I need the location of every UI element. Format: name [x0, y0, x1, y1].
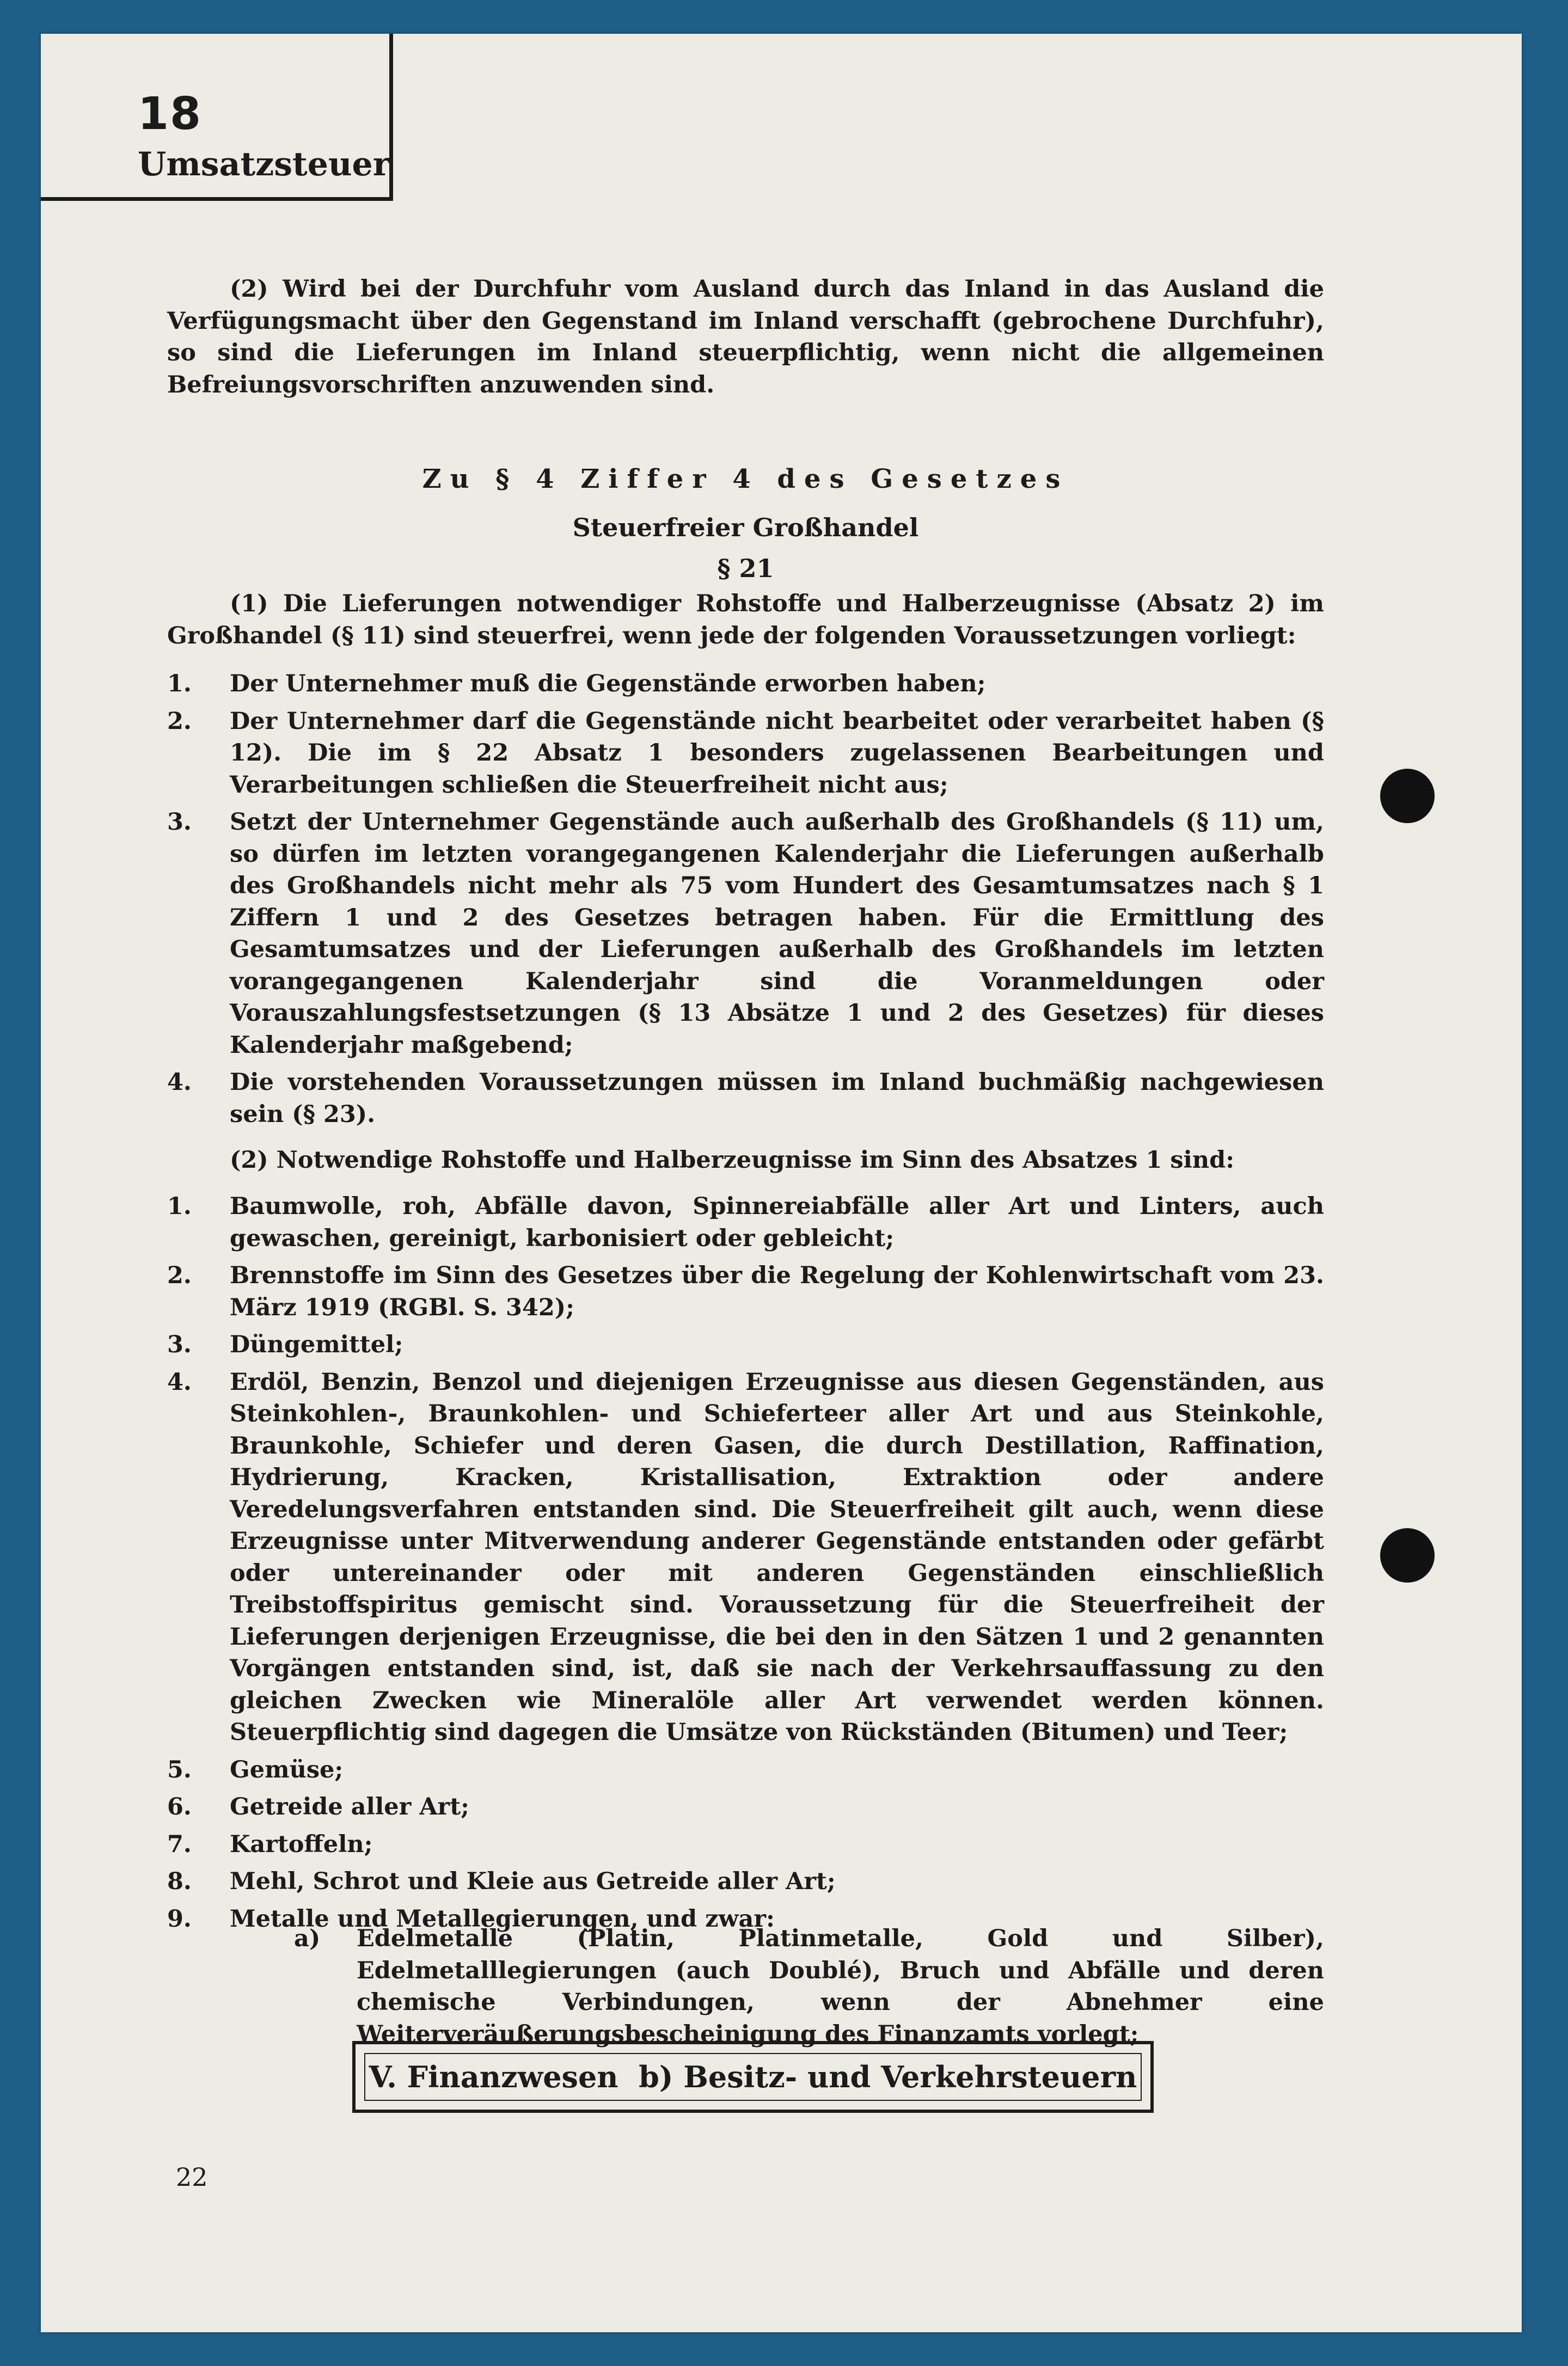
item-text: Kartoffeln;	[230, 1830, 373, 1858]
item-number: 1.	[167, 1193, 192, 1220]
item-number: 7.	[167, 1830, 192, 1858]
item-text: Düngemittel;	[230, 1331, 403, 1358]
item-text: Die vorstehenden Voraussetzungen müssen im Inland buchmäßig nachgewiesen sein (§ 23).	[230, 1069, 1324, 1128]
list-item	[167, 1329, 1324, 1361]
list-item	[167, 1066, 1324, 1130]
list-item	[167, 806, 1324, 1061]
document-page	[41, 34, 1522, 2332]
conditions-list	[167, 668, 1324, 1136]
para21-1: (1) Die Lieferungen notwendiger Rohstoffe und Halberzeugnisse (Absatz 2) im Großhandel (§ 11) sind steuerfrei, wenn jede der folgenden Voraussetzungen vorliegt:	[167, 590, 1324, 649]
item-number: 1.	[167, 670, 192, 697]
item-number: 4.	[167, 1069, 192, 1096]
item-number: 9.	[167, 1905, 192, 1933]
item-number: 5.	[167, 1756, 192, 1783]
list-item	[167, 1829, 1324, 1861]
header-title: Umsatzsteuer	[138, 145, 390, 183]
item-text: Setzt der Unternehmer Gegenstände auch außerhalb des Großhandels (§ 11) um, so dürfen im letzten vorangegangenen Kalenderjahr die Lieferungen außerhalb des Großhandels nicht mehr als 75 vom Hundert des Gesamtumsatzes nach § 1 Ziffern 1 und 2 des Gesetzes betragen haben. Für die Ermittlung des Gesamtumsatzes und der Lieferungen außerhalb des Großhandels im letzten vorangegangenen Kalenderjahr sind die Voranmeldungen oder Vorauszahlungsfestsetzungen (§ 13 Absätze 1 und 2 des Gesetzes) für dieses Kalenderjahr maßgebend;	[230, 808, 1324, 1059]
item-text: Baumwolle, roh, Abfälle davon, Spinnereiabfälle aller Art und Linters, auch gewaschen, gereinigt, karbonisiert oder gebleicht;	[230, 1193, 1324, 1252]
sub-item-a	[294, 1923, 1324, 2050]
list-item	[167, 668, 1324, 700]
paragraph-number: § 21	[717, 554, 774, 583]
item-text: Erdöl, Benzin, Benzol und diejenigen Erzeugnisse aus diesen Gegenständen, aus Steinkohlen-, Braunkohlen- und Schieferteer aller Art und aus Steinkohle, Braunkohle, Schiefer und deren Gasen, die durch Destillation, Raffination, Hydrierung, Kracken, Kristallisation, Extraktion oder andere Veredelungsverfahren entstanden sind. Die Steuerfreiheit gilt auch, wenn diese Erzeugnisse unter Mitverwendung anderer Gegenstände entstanden oder gefärbt oder untereinander oder mit anderen Gegenständen einschließlich Treibstoffspiritus gemischt sind. Voraussetzung für die Steuerfreiheit der Lieferungen derjenigen Erzeugnisse, die bei den in den Sätzen 1 und 2 genannten Vorgängen entstanden sind, ist, daß sie nach der Verkehrsauffassung zu den gleichen Zwecken wie Mineralöle aller Art verwendet werden können. Steuerpflichtig sind dagegen die Umsätze von Rückständen (Bitumen) und Teer;	[230, 1368, 1324, 1746]
sub-item-label: a)	[294, 1925, 321, 1952]
sub-item-text: Edelmetalle (Platin, Platinmetalle, Gold und Silber), Edelmetalllegierungen (auch Doublé), Bruch und Abfälle und deren chemische Verbindungen, wenn der Abnehmer eine Weiterveräußerungsbescheinigung des Finanzamts vorlegt;	[357, 1925, 1324, 2048]
item-number: 3.	[167, 1331, 192, 1358]
list-item	[167, 1191, 1324, 1254]
list-item	[167, 1754, 1324, 1786]
header-number: 18	[138, 88, 203, 140]
header-tab	[41, 34, 393, 201]
list-item	[167, 1791, 1324, 1823]
item-text: Der Unternehmer darf die Gegenstände nicht bearbeitet oder verarbeitet haben (§ 12). Die im § 22 Absatz 1 besonders zugelassenen Bearbeitungen und Verarbeitungen schließen die Steuerfreiheit nicht aus;	[230, 707, 1324, 799]
footer-section-box	[352, 2041, 1154, 2113]
item-number: 4.	[167, 1368, 192, 1396]
item-text: Brennstoffe im Sinn des Gesetzes über die Regelung der Kohlenwirtschaft vom 23. März 1919 (RGBl. S. 342);	[230, 1262, 1324, 1321]
item-text: Der Unternehmer muß die Gegenstände erworben haben;	[230, 670, 986, 697]
item-number: 2.	[167, 1262, 192, 1289]
list-item	[167, 1260, 1324, 1323]
para21-2: (2) Notwendige Rohstoffe und Halberzeugnisse im Sinn des Absatzes 1 sind:	[230, 1147, 1235, 1174]
item-text: Mehl, Schrot und Kleie aus Getreide aller Art;	[230, 1868, 836, 1895]
item-number: 8.	[167, 1868, 192, 1895]
item-text: Metalle und Metallegierungen, und zwar:	[230, 1905, 775, 1933]
footer-inner-border	[364, 2053, 1142, 2101]
list-item	[167, 1866, 1324, 1898]
item-text: Getreide aller Art;	[230, 1793, 469, 1821]
page-number: 22	[176, 2162, 208, 2192]
punch-hole	[1380, 769, 1435, 823]
section-heading: Zu § 4 Ziffer 4 des Gesetzes	[422, 464, 1069, 494]
section-subheading: Steuerfreier Großhandel	[572, 513, 919, 542]
item-number: 6.	[167, 1793, 192, 1821]
punch-hole	[1380, 1528, 1435, 1583]
list-item	[167, 1366, 1324, 1749]
paragraph-2: (2) Wird bei der Durchfuhr vom Ausland durch das Inland in das Ausland die Verfügungsmacht über den Gegenstand im Inland verschafft (gebrochene Durchfuhr), so sind die Lieferungen im Inland steuerpflichtig, wenn nicht die allgemeinen Befreiungsvorschriften anzuwenden sind.	[167, 275, 1324, 399]
list-item	[167, 706, 1324, 801]
item-number: 2.	[167, 707, 192, 735]
item-text: Gemüse;	[230, 1756, 344, 1783]
item-number: 3.	[167, 808, 192, 836]
footer-section-title: V. Finanzwesen b) Besitz- und Verkehrsteuern	[369, 2059, 1137, 2094]
materials-list	[167, 1191, 1324, 1940]
